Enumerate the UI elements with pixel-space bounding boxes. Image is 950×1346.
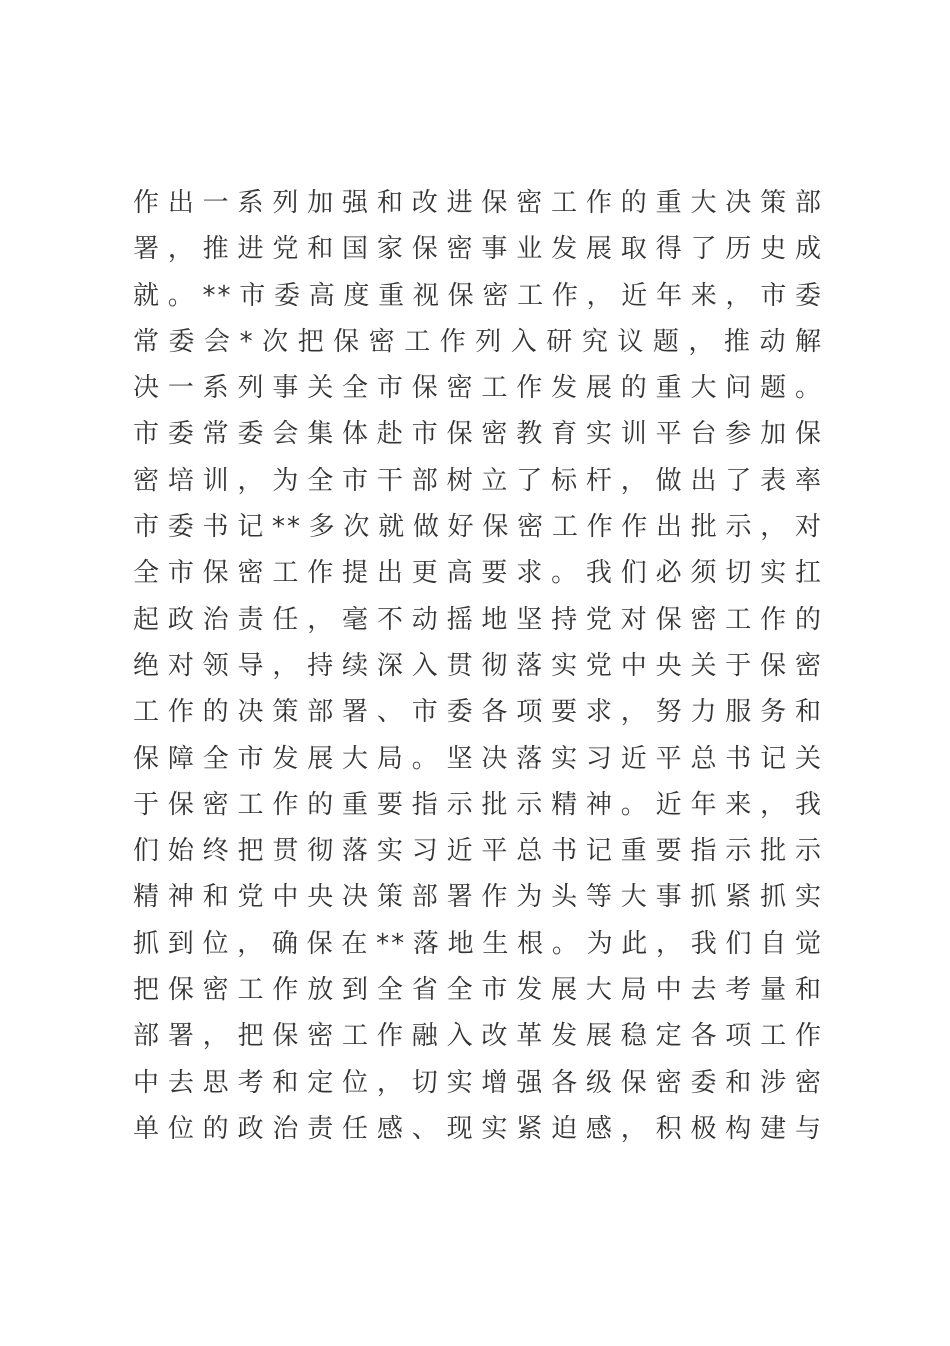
text-line: 市委书记**多次就做好保密工作作出批示，对 — [133, 512, 823, 543]
text-line: 绝对领导，持续深入贯彻落实党中央关于保密 — [133, 650, 823, 681]
text-line: 就。**市委高度重视保密工作，近年来，市委 — [133, 280, 823, 311]
body-paragraph — [133, 180, 823, 1152]
text-line: 密培训，为全市干部树立了标杆，做出了表率 — [133, 465, 823, 496]
text-line: 把保密工作放到全省全市发展大局中去考量和 — [133, 975, 823, 1006]
text-line: 常委会*次把保密工作列入研究议题，推动解 — [133, 326, 823, 357]
text-line: 精神和党中央决策部署作为头等大事抓紧抓实 — [133, 882, 823, 913]
text-line: 们始终把贯彻落实习近平总书记重要指示批示 — [133, 836, 823, 867]
text-line: 部署，把保密工作融入改革发展稳定各项工作 — [133, 1021, 823, 1052]
text-line: 市委常委会集体赴市保密教育实训平台参加保 — [133, 419, 823, 450]
text-line: 抓到位，确保在**落地生根。为此，我们自觉 — [133, 928, 823, 959]
text-line: 决一系列事关全市保密工作发展的重大问题。 — [133, 373, 823, 404]
text-line: 单位的政治责任感、现实紧迫感，积极构建与 — [133, 1113, 823, 1144]
text-line: 署，推进党和国家保密事业发展取得了历史成 — [133, 234, 823, 265]
text-line: 中去思考和定位，切实增强各级保密委和涉密 — [133, 1067, 823, 1098]
text-line: 作出一系列加强和改进保密工作的重大决策部 — [133, 188, 823, 218]
text-line: 起政治责任，毫不动摇地坚持党对保密工作的 — [133, 604, 823, 635]
text-line: 全市保密工作提出更高要求。我们必须切实扛 — [133, 558, 823, 589]
text-line: 于保密工作的重要指示批示精神。近年来，我 — [133, 789, 823, 820]
text-line: 保障全市发展大局。坚决落实习近平总书记关 — [133, 743, 823, 774]
text-line: 工作的决策部署、市委各项要求，努力服务和 — [133, 697, 823, 728]
